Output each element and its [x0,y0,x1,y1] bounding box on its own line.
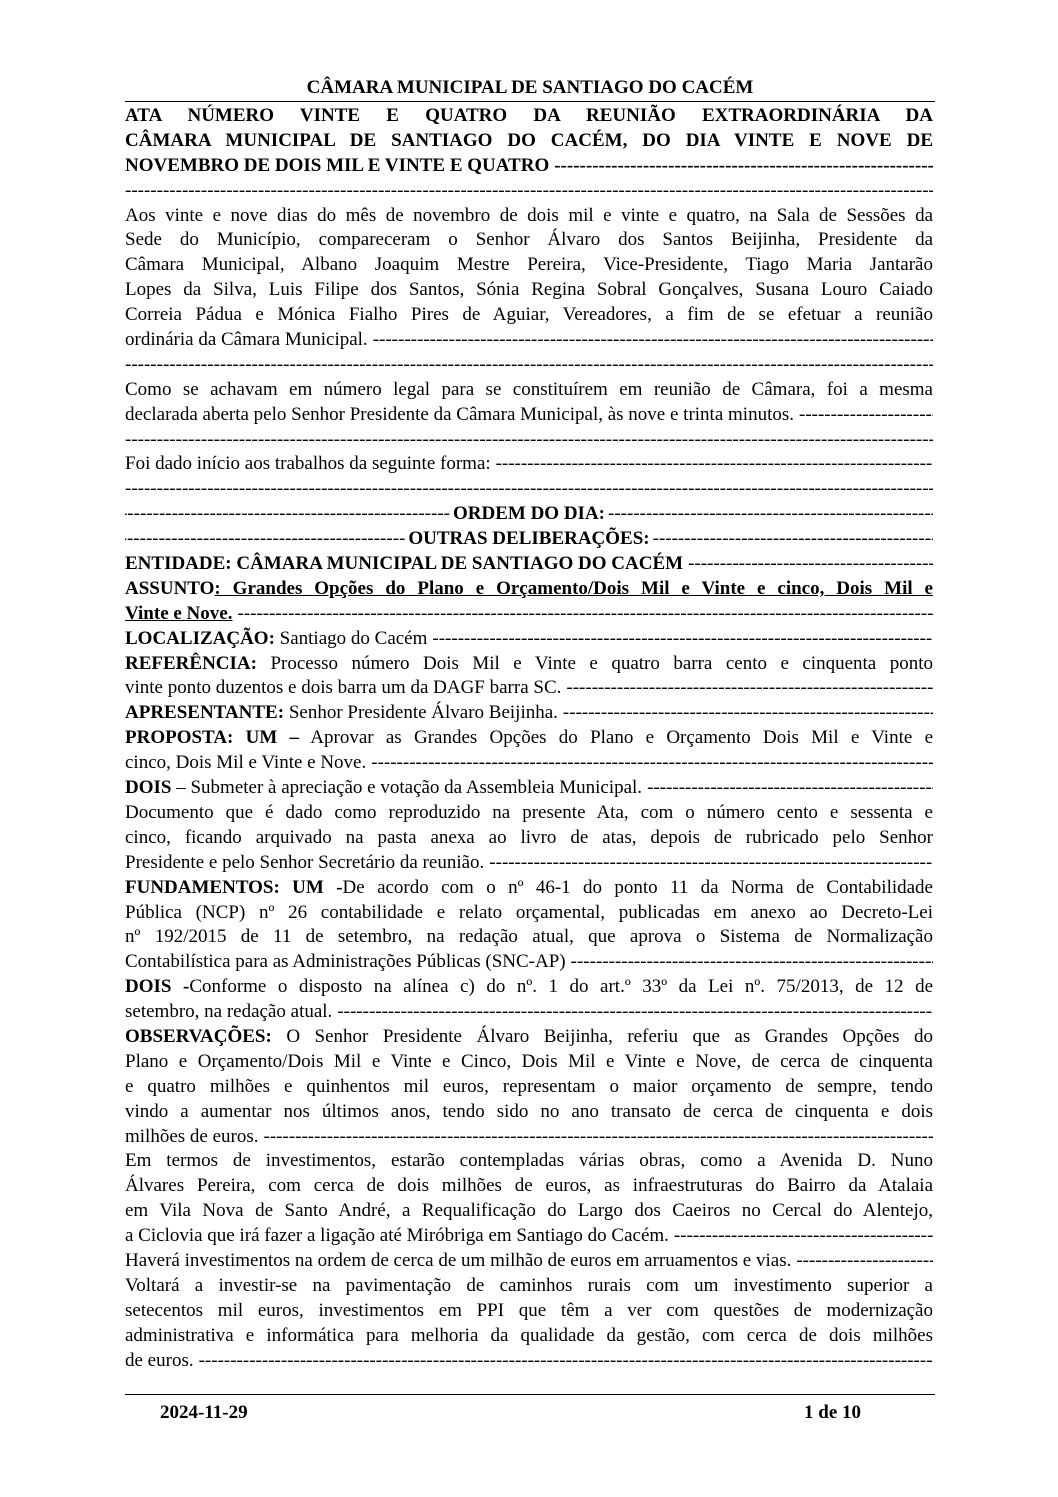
outras-deliberacoes-label: OUTRAS DELIBERAÇÕES: [408,528,650,550]
intro-line: ordinária da Câmara Municipal. ----- [125,328,933,353]
fundamentos-line: FUNDAMENTOS: UM -De acordo com o nº 46-1 do ponto 11 da Norma de Contabilidade [125,876,933,898]
investimentos-line: Em termos de investimentos, estarão contempladas várias obras, como a Avenida D. Nuno [125,1150,933,1172]
assunto-line: Vinte e Nove. ----- [125,602,933,627]
dash-line [125,428,933,453]
fundamentos-line: Contabilística para as Administrações Públicas (SNC-AP) ----- [125,950,933,975]
observacoes-line: vindo a aumentar nos últimos anos, tendo sido no ano transato de cerca de cinquenta e dois [125,1100,933,1122]
referencia-line: REFERÊNCIA: Processo número Dois Mil e Vinte e quatro barra cento e cinquenta ponto [125,652,933,674]
intro-line: Lopes da Silva, Luis Filipe dos Santos, Sónia Regina Sobral Gonçalves, Susana Louro Caiado [125,279,933,301]
opening-line: declarada aberta pelo Senhor Presidente da Câmara Municipal, às nove e trinta minutos. ----- [125,403,933,428]
dash-line [125,353,933,378]
footer-date: 2024-11-29 [160,1402,248,1423]
title-line: NOVEMBRO DE DOIS MIL E VINTE E QUATRO ----- [125,154,933,179]
ordem-do-dia-label: ORDEM DO DIA: [453,503,605,525]
intro-line: Aos vinte e nove dias do mês de novembro de dois mil e vinte e quatro, na Sala de Sessões da [125,204,933,226]
intro-line: Câmara Municipal, Albano Joaquim Mestre Pereira, Vice-Presidente, Tiago Maria Jantarão [125,254,933,276]
arruamentos-line: Haverá investimentos na ordem de cerca de um milhão de euros em arruamentos e vias. ----- [125,1249,933,1274]
fundamentos-dois-line: DOIS -Conforme o disposto na alínea c) do nº. 1 do art.º 33º da Lei nº. 75/2013, de 12 de [125,976,933,998]
page-header: CÂMARA MUNICIPAL DE SANTIAGO DO CACÉM [306,77,754,98]
caminhos-rurais-line: Voltará a investir-se na pavimentação de caminhos rurais com um investimento superior a [125,1274,933,1296]
documento-line: Presidente e pelo Senhor Secretário da reunião. ----- [125,851,933,876]
start-work-line: Foi dado início aos trabalhos da seguinte forma: ----- [125,452,933,477]
fundamentos-line: nº 192/2015 de 11 de setembro, na redação atual, que aprova o Sistema de Normalização [125,926,933,948]
minutes-body [125,104,933,1373]
title-line: ATA NÚMERO VINTE E QUATRO DA REUNIÃO EXTRAORDINÁRIA DA [125,105,933,126]
observacoes-line: Plano e Orçamento/Dois Mil e Vinte e Cinco, Dois Mil e Vinte e Nove, de cerca de cinquenta [125,1050,933,1072]
referencia-line: vinte ponto duzentos e dois barra um da DAGF barra SC. ----- [125,676,933,701]
investimentos-line: em Vila Nova de Santo André, a Requalificação do Largo dos Caeiros no Cercal do Alentejo, [125,1200,933,1222]
observacoes-line: milhões de euros. ----- [125,1125,933,1150]
caminhos-rurais-line: administrativa e informática para melhoria da qualidade da gestão, com cerca de dois milhões [125,1324,933,1346]
fundamentos-line: Pública (NCP) nº 26 contabilidade e relato orçamental, publicadas em anexo ao Decreto-Lei [125,901,933,923]
footer-page-number: 1 de 10 [804,1402,861,1423]
opening-line: Como se achavam em número legal para se constituírem em reunião de Câmara, foi a mesma [125,378,933,400]
dash-line [125,477,933,502]
investimentos-line: Álvares Pereira, com cerca de dois milhões de euros, as infraestruturas do Bairro da Atalaia [125,1175,933,1197]
caminhos-rurais-line: de euros. ----- [125,1349,933,1374]
header-rule [125,101,935,102]
entidade-line: ENTIDADE: CÂMARA MUNICIPAL DE SANTIAGO DO CACÉM ----- [125,552,933,577]
fundamentos-dois-line: setembro, na redação atual. ----- [125,1000,933,1025]
ordem-do-dia-heading [125,502,933,527]
caminhos-rurais-line: setecentos mil euros, investimentos em PPI que têm a ver com questões de modernização [125,1299,933,1321]
observacoes-line: OBSERVAÇÕES: O Senhor Presidente Álvaro Beijinha, referiu que as Grandes Opções do [125,1025,933,1047]
apresentante-line: APRESENTANTE: Senhor Presidente Álvaro Beijinha. ----- [125,701,933,726]
outras-deliberacoes-heading [125,527,933,552]
proposta-line: cinco, Dois Mil e Vinte e Nove. ----- [125,751,933,776]
documento-line: cinco, ficando arquivado na pasta anexa ao livro de atas, depois de rubricado pelo Senhor [125,826,933,848]
intro-line: Correia Pádua e Mónica Fialho Pires de Aguiar, Vereadores, a fim de se efetuar a reunião [125,304,933,326]
proposta-dois-line: DOIS – Submeter à apreciação e votação da Assembleia Municipal. ----- [125,776,933,801]
proposta-line: PROPOSTA: UM – Aprovar as Grandes Opções do Plano e Orçamento Dois Mil e Vinte e [125,727,933,749]
documento-line: Documento que é dado como reproduzido na presente Ata, com o número cento e sessenta e [125,801,933,823]
title-line: CÂMARA MUNICIPAL DE SANTIAGO DO CACÉM, DO DIA VINTE E NOVE DE [125,129,933,151]
observacoes-line: e quatro milhões e quinhentos mil euros, representam o maior orçamento de sempre, tendo [125,1075,933,1097]
intro-line: Sede do Município, compareceram o Senhor Álvaro dos Santos Beijinha, Presidente da [125,229,933,251]
localizacao-line: LOCALIZAÇÃO: Santiago do Cacém ----- [125,627,933,652]
investimentos-line: a Ciclovia que irá fazer a ligação até Miróbriga em Santiago do Cacém. ----- [125,1224,933,1249]
dash-line [125,179,933,204]
assunto-line: ASSUNTO: Grandes Opções do Plano e Orçamento/Dois Mil e Vinte e cinco, Dois Mil e [125,577,933,599]
footer-rule [125,1394,935,1395]
